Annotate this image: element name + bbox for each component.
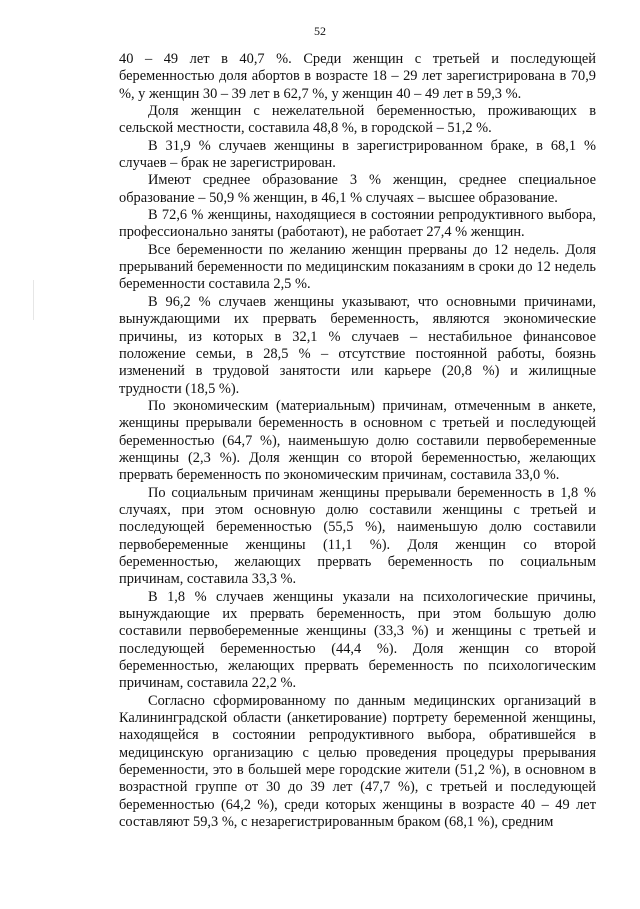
paragraph-9: По социальным причинам женщины прерывали беременность в 1,8 % случаях, при этом основную долю составили женщины с третьей и последующей беременностью (55,5 %), наименьшую долю составили первобеременные женщины (11,1 %). Доля женщин со второй беременностью, желающих прервать беременность по социальным причинам, составила 33,3 %. — [119, 484, 596, 588]
paragraph-1: 40 – 49 лет в 40,7 %. Среди женщин с третьей и последующей беременностью доля абортов в возрасте 18 – 29 лет зарегистрирована в 70,9 %, у женщин 30 – 39 лет в 62,7 %, у женщин 40 – 49 лет в 59,3 %. — [119, 51, 596, 102]
page-number: 52 — [314, 24, 326, 38]
paragraph-6: Все беременности по желанию женщин прерваны до 12 недель. Доля прерываний беременности по медицинским показаниям в сроки до 12 недель беременности составила 2,5 %. — [119, 241, 596, 293]
paragraph-5: В 72,6 % женщины, находящиеся в состоянии репродуктивного выбора, профессионально заняты (работают), не работает 27,4 % женщин. — [119, 207, 596, 241]
paragraph-4: Имеют среднее образование 3 % женщин, среднее специальное образование – 50,9 % женщин, в 46,1 % случаях – высшее образование. — [119, 172, 596, 206]
paragraph-7: В 96,2 % случаев женщины указывают, что основными причинами, вынуждающими их прервать беременность, являются экономические причины, из которых в 32,1 % случаев – нестабильное финансовое положение семьи, в 28,5 % – отсутствие постоянной работы, боязнь изменений в трудовой занятости или карьере (20,8 %) и жилищные трудности (18,5 %). — [119, 293, 596, 397]
document-body — [119, 51, 596, 831]
paragraph-11: Согласно сформированному по данным медицинских организаций в Калининградской области (анкетирование) портрету беременной женщины, находящейся в состоянии репродуктивного выбора, обратившейся в медицинскую организацию с целью проведения процедуры прерывания беременности, это в большей мере городские жители (51,2 %), в основном в возрастной группе от 30 до 39 лет (47,7 %), с третьей и последующей беременностью (64,2 %), среди которых женщины в возрасте 40 – 49 лет составляют 59,3 %, с незарегистрированным браком (68,1 %), средним — [119, 692, 596, 831]
paragraph-8: По экономическим (материальным) причинам, отмеченным в анкете, женщины прерывали беременность в основном с третьей и последующей беременностью (64,7 %), наименьшую долю составили первобеременные женщины (2,3 %). Доля женщин со второй беременностью, желающих прервать беременность по экономическим причинам, составила 33,0 %. — [119, 397, 596, 484]
paragraph-2: Доля женщин с нежелательной беременностью, проживающих в сельской местности, составила 48,8 %, в городской – 51,2 %. — [119, 103, 596, 137]
paragraph-3: В 31,9 % случаев женщины в зарегистрированном браке, в 68,1 % случаев – брак не зарегистрирован. — [119, 137, 596, 172]
paragraph-10: В 1,8 % случаев женщины указали на психологические причины, вынуждающие их прервать беременность, при этом большую долю составили первобеременные женщины (33,3 %) и женщины с третьей и последующей беременностью (44,4 %). Доля женщин со второй беременностью, желающих прервать беременность по психологическим причинам, составила 22,2 %. — [119, 588, 596, 692]
scan-margin-mark — [33, 280, 34, 320]
